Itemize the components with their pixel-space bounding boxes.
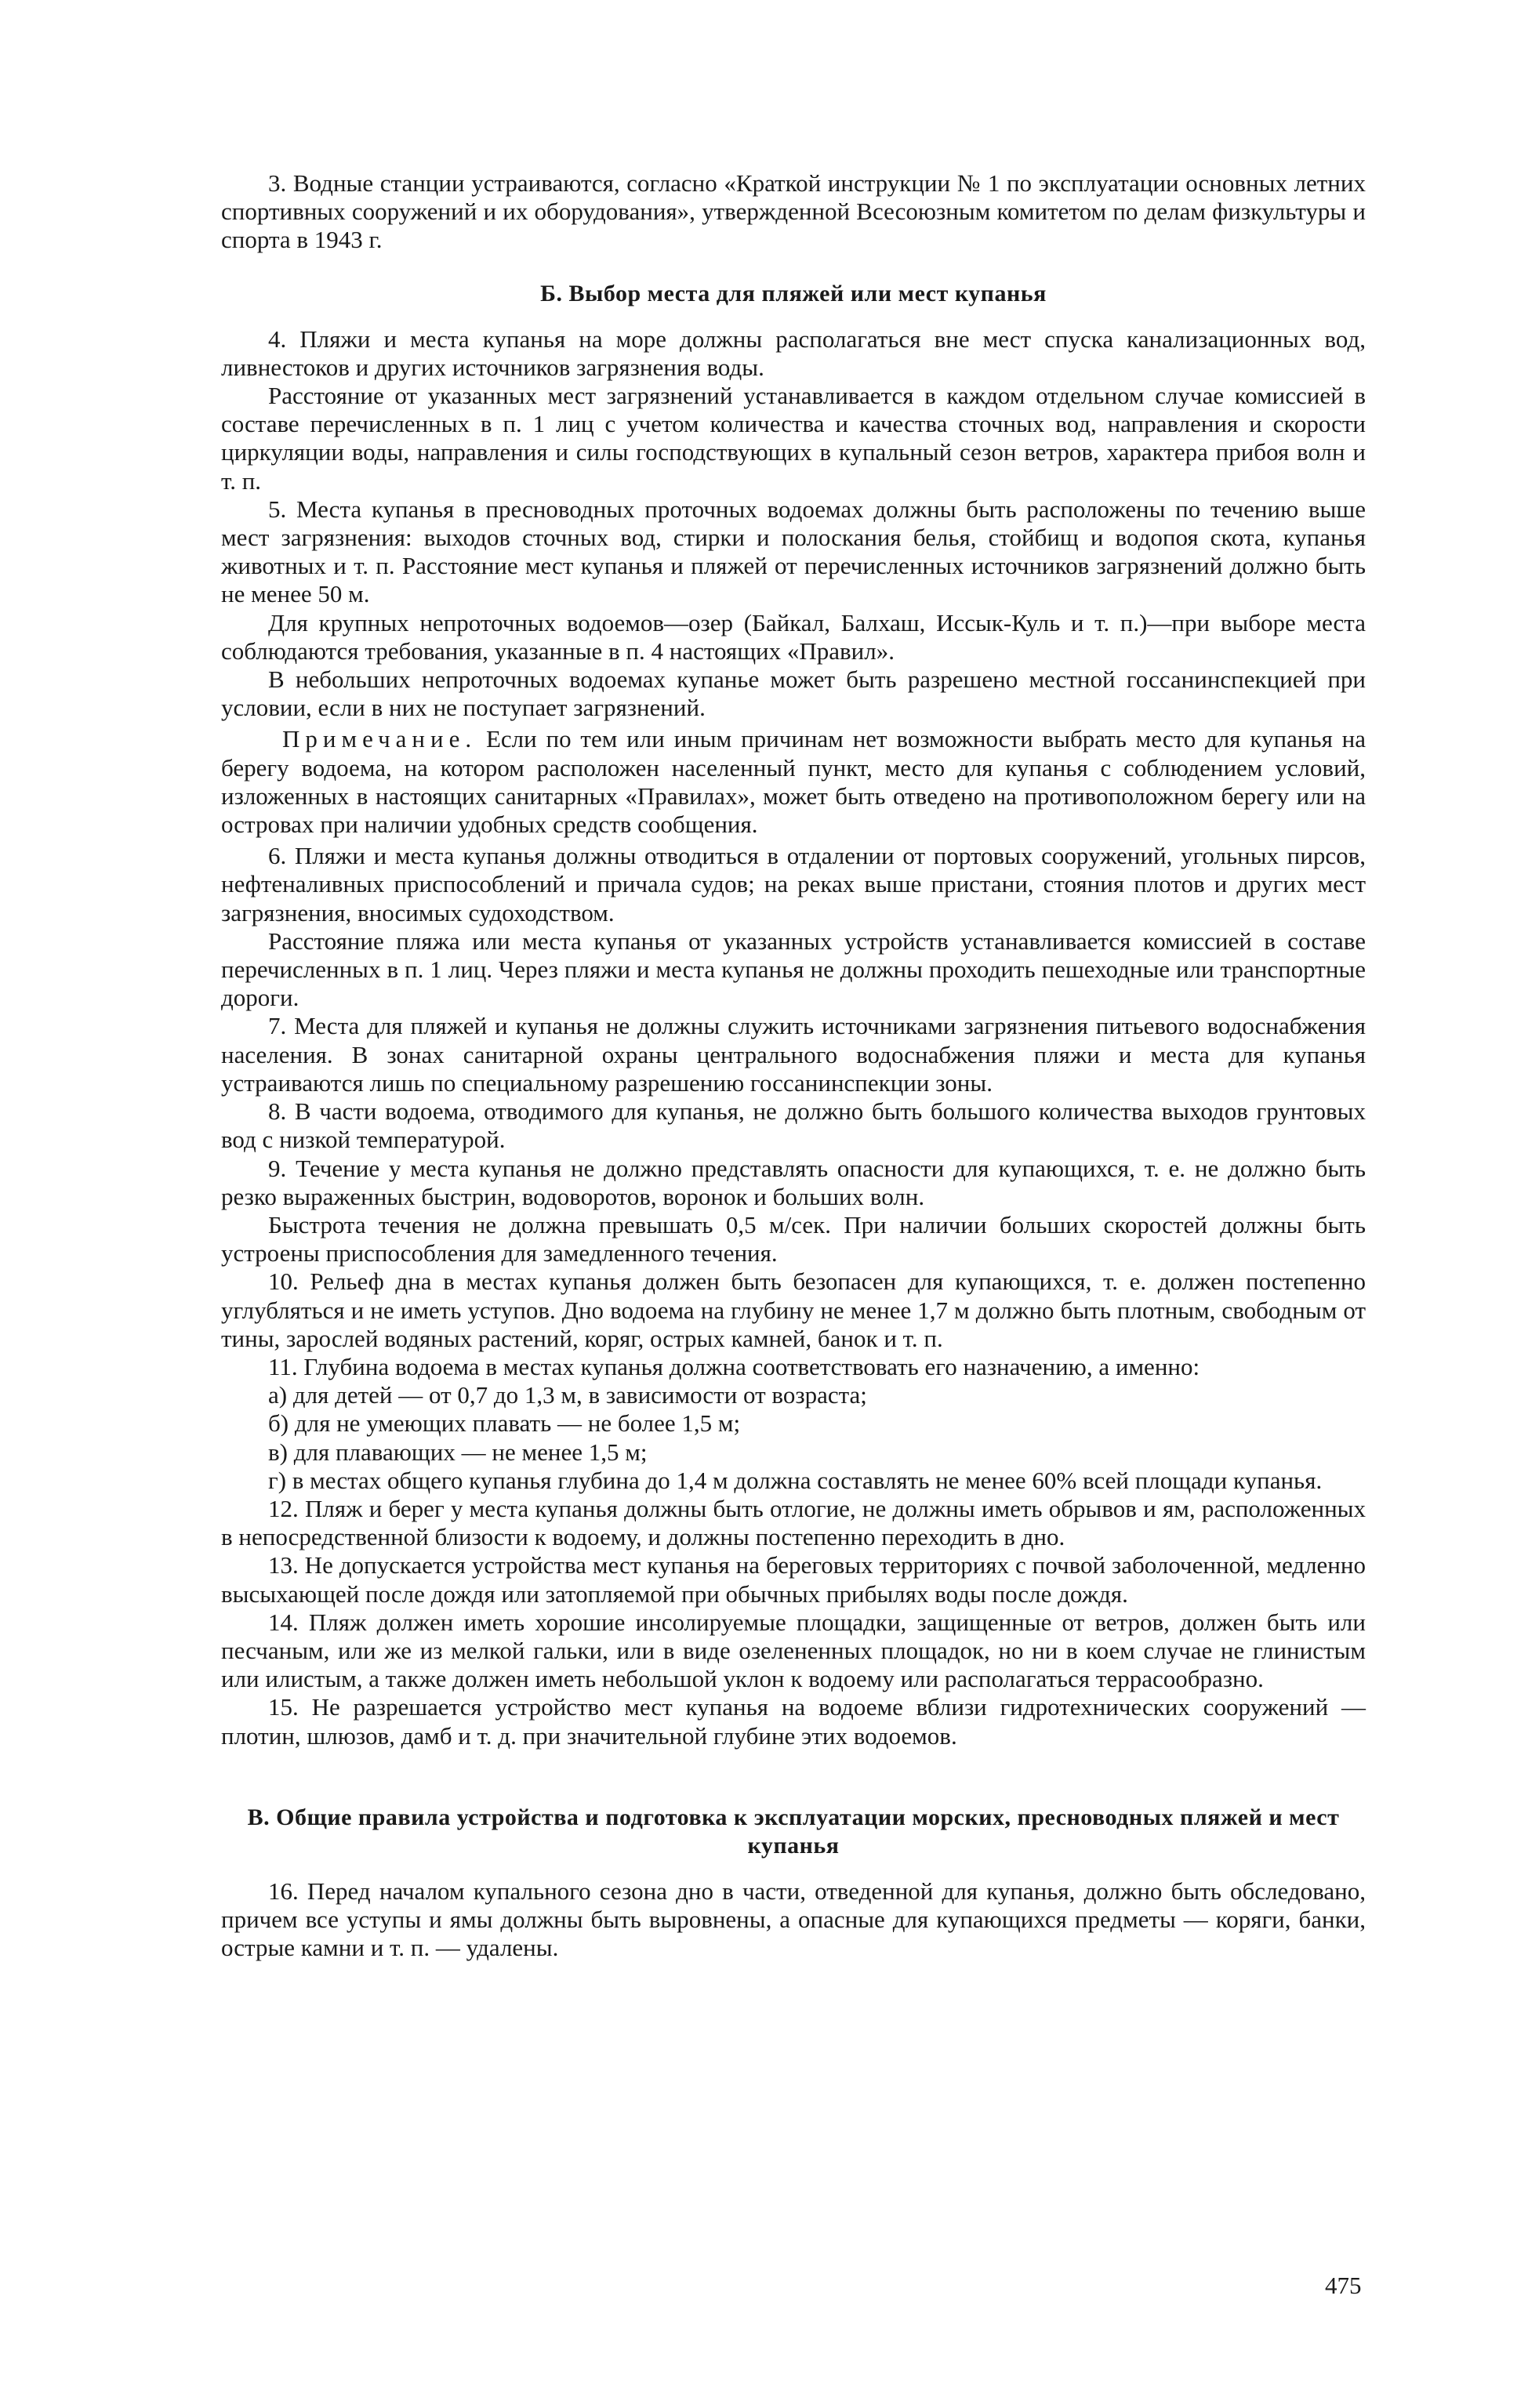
note-paragraph [221, 725, 1366, 839]
page-content [221, 169, 1366, 1962]
list-item-v: в) для плавающих — не менее 1,5 м; [268, 1438, 648, 1466]
note-text: Если по тем или иным причинам нет возможности выбрать место для купанья на берегу водоема, на котором расположен населенный пункт, место для купанья с соблюдением условий, изложенных в настоящих санитарных «Правилах», может быть отведено на противоположном берегу или на островах при наличии удобных средств сообщения. [221, 725, 1366, 839]
paragraph-8: 8. В части водоема, отводимого для купанья, не должно быть большого количества выходов грунтовых вод с низкой температурой. [221, 1097, 1366, 1154]
paragraph-4-continued: Расстояние от указанных мест загрязнений устанавливается в каждом отдельном случае комиссией в составе перечисленных в п. 1 лиц с учетом количества и качества сточных вод, направления и скорости циркуляции воды, направления и силы господствующих в купальный сезон ветров, характера прибоя волн и т. п. [221, 382, 1366, 495]
paragraph-5-small-ponds: В небольших непроточных водоемах купанье может быть разрешено местной госсанинспекцией при условии, если в них не поступает загрязнений. [221, 665, 1366, 722]
paragraph-7: 7. Места для пляжей и купанья не должны служить источниками загрязнения питьевого водоснабжения населения. В зонах санитарной охраны центрального водоснабжения пляжи и места для купанья устраиваются лишь по специальному разрешению госсанинспекции зоны. [221, 1012, 1366, 1097]
paragraph-13: 13. Не допускается устройства мест купанья на береговых территориях с почвой заболоченной, медленно высыхающей после дождя или затопляемой при обычных прибылях воды после дождя. [221, 1551, 1366, 1608]
paragraph-16: 16. Перед началом купального сезона дно в части, отведенной для купанья, должно быть обследовано, причем все уступы и ямы должны быть выровнены, а опасные для купающихся предметы — коряги, банки, острые камни и т. п. — удалены. [221, 1877, 1366, 1962]
paragraph-5-lakes: Для крупных непроточных водоемов—озер (Байкал, Балхаш, Иссык-Куль и т. п.)—при выборе места соблюдаются требования, указанные в п. 4 настоящих «Правил». [221, 608, 1366, 665]
paragraph-4: 4. Пляжи и места купанья на море должны располагаться вне мест спуска канализационных вод, ливнестоков и других источников загрязнения воды. [221, 325, 1366, 381]
paragraph-15: 15. Не разрешается устройство мест купанья на водоеме вблизи гидротехнических сооружений — плотин, шлюзов, дамб и т. д. при значительной глубине этих водоемов. [221, 1693, 1366, 1750]
list-item-b: б) для не умеющих плавать — не более 1,5 м; [268, 1409, 741, 1438]
paragraph-9: 9. Течение у места купанья не должно представлять опасности для купающихся, т. е. не должно быть резко выраженных быстрин, водоворотов, воронок и больших волн. [221, 1154, 1366, 1210]
list-item-g: г) в местах общего купанья глубина до 1,4 м должна составлять не менее 60% всей площади купанья. [268, 1466, 1323, 1494]
paragraph-6-continued: Расстояние пляжа или места купанья от указанных устройств устанавливается комиссией в составе перечисленных в п. 1 лиц. Через пляжи и места купанья не должны проходить пешеходные или транспортные дороги. [221, 927, 1366, 1012]
paragraph-10: 10. Рельеф дна в местах купанья должен быть безопасен для купающихся, т. е. должен постепенно углубляться и не иметь уступов. Дно водоема на глубину не менее 1,7 м должно быть плотным, свободным от тины, зарослей водяных растений, коряг, острых камней, банок и т. п. [221, 1267, 1366, 1352]
paragraph-3: 3. Водные станции устраиваются, согласно «Краткой инструкции № 1 по эксплуатации основных летних спортивных сооружений и их оборудования», утвержденной Всесоюзным комитетом по делам физкультуры и спорта в 1943 г. [221, 169, 1366, 254]
list-item-a: а) для детей — от 0,7 до 1,3 м, в зависимости от возраста; [268, 1381, 867, 1409]
paragraph-5: 5. Места купанья в пресноводных проточных водоемах должны быть расположены по течению выше мест загрязнения: выходов сточных вод, стирки и полоскания белья, стойбищ и водопоя скота, купанья животных и т. п. Расстояние мест купанья и пляжей от перечисленных источников загрязнений должно быть не менее 50 м. [221, 495, 1366, 608]
paragraph-11: 11. Глубина водоема в местах купанья должна соответствовать его назначению, а именно: [268, 1352, 1200, 1380]
paragraph-9-continued: Быстрота течения не должна превышать 0,5 м/сек. При наличии больших скоростей должны быть устроены приспособления для замедленного течения. [221, 1210, 1366, 1267]
paragraph-14: 14. Пляж должен иметь хорошие инсолируемые площадки, защищенные от ветров, должен быть или песчаным, или же из мелкой гальки, или в виде озелененных площадок, но ни в коем случае не глинистым или илистым, а также должен иметь небольшой уклон к водоему или располагаться террасообразно. [221, 1608, 1366, 1693]
note-label: Примечание. [282, 725, 477, 753]
section-heading-b: Б. Выбор места для пляжей или мест купанья [540, 280, 1047, 306]
paragraph-12: 12. Пляж и берег у места купанья должны быть отлогие, не должны иметь обрывов и ям, расположенных в непосредственной близости к водоему, и должны постепенно переходить в дно. [221, 1494, 1366, 1551]
section-heading-v: В. Общие правила устройства и подготовка к эксплуатации морских, пресноводных пляжей и мест купанья [247, 1804, 1340, 1859]
page-number: 475 [1325, 2272, 1362, 2299]
paragraph-6: 6. Пляжи и места купанья должны отводиться в отдалении от портовых сооружений, угольных пирсов, нефтеналивных приспособлений и причала судов; на реках выше пристани, стояния плотов и других мест загрязнения, вносимых судоходством. [221, 842, 1366, 927]
